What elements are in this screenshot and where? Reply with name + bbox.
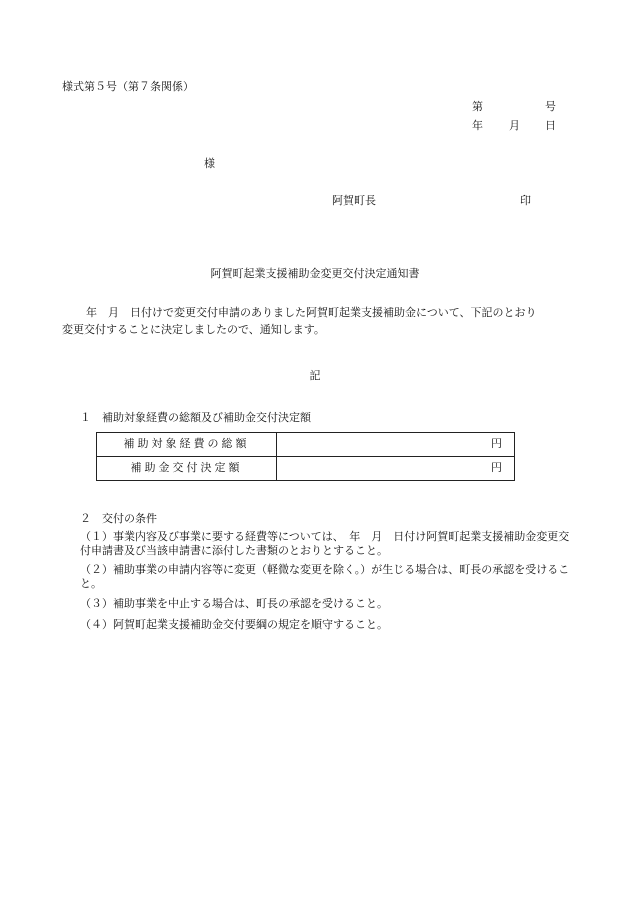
ki-heading: 記 (309, 369, 321, 382)
row-label-decided-amount: 補助金交付決定額 (97, 457, 277, 481)
body-paragraph (62, 304, 572, 338)
table-row (97, 433, 515, 457)
row-value-total-cost: 円 (277, 433, 515, 457)
section-2-heading: ２ 交付の条件 (80, 512, 157, 525)
date-day: 日 (545, 119, 556, 132)
addressee: 様 (204, 157, 215, 170)
seal-mark: 印 (520, 194, 531, 207)
condition-item: （４）阿賀町起業支援補助金交付要綱の規定を順守すること。 (80, 618, 388, 631)
date-year: 年 (472, 119, 483, 132)
body-line-2: 変更交付することに決定しましたので、通知します。 (62, 323, 325, 336)
issuer-name: 阿賀町長 (332, 194, 376, 207)
doc-no-prefix: 第 (472, 100, 483, 113)
condition-item: （１）事業内容及び事業に要する経費等については、 年 月 日付け阿賀町起業支援補助金変更交付申請書及び当該申請書に添付した書類のとおりとすること。 (80, 530, 570, 557)
date-month: 月 (509, 119, 520, 132)
body-line-1: 年 月 日付けで変更交付申請のありました阿賀町起業支援補助金について、下記のとおり (86, 306, 537, 319)
condition-item: （３）補助事業を中止する場合は、町長の承認を受けること。 (80, 597, 388, 610)
doc-no-suffix: 号 (545, 100, 556, 113)
row-label-total-cost: 補助対象経費の総額 (97, 433, 277, 457)
condition-item: （２）補助事業の申請内容等に変更（軽微な変更を除く。）が生じる場合は、町長の承認を受けること。 (80, 563, 570, 590)
table-row (97, 457, 515, 481)
form-number: 様式第５号（第７条関係） (62, 80, 194, 93)
document-title: 阿賀町起業支援補助金変更交付決定通知書 (210, 267, 420, 280)
amount-table (96, 432, 515, 481)
row-value-decided-amount: 円 (277, 457, 515, 481)
section-1-heading: １ 補助対象経費の総額及び補助金交付決定額 (80, 411, 311, 424)
